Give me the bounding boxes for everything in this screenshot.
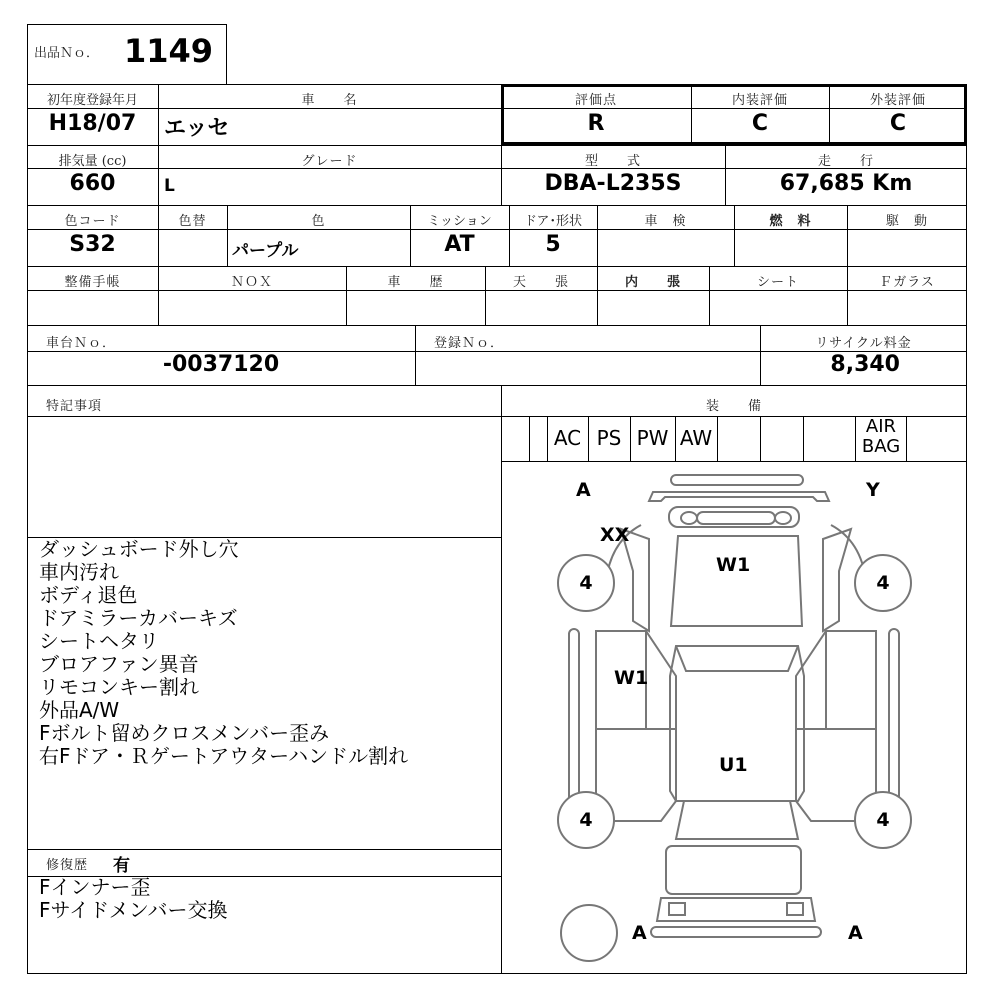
lot-label: 出品Ｎｏ． [34, 46, 100, 61]
nox-label: ＮＯＸ [230, 275, 273, 290]
tire-front-left: 4 [579, 572, 593, 594]
vehicle-history-label: 車 歴 [387, 275, 444, 290]
exterior-value: C [889, 111, 907, 136]
door-value: 5 [545, 232, 561, 257]
inspection-label: 車 検 [644, 214, 687, 229]
color-code-value: S32 [69, 232, 116, 257]
color-label: 色 [311, 214, 326, 229]
mileage-value: 67,685 Km [779, 171, 913, 196]
equip-aw: AW [679, 426, 713, 450]
note-line: 右Fドア・Ｒゲートアウターハンドル割れ [39, 744, 409, 768]
car-name-label: 車 名 [301, 93, 358, 108]
repair-list [39, 876, 228, 922]
equip-ps: PS [596, 426, 622, 450]
note-line: 車内汚れ [39, 560, 119, 584]
mark-left-glass: W1 [614, 667, 649, 689]
note-line: ドアミラーカバーキズ [39, 606, 238, 630]
door-label: ドア･形状 [523, 214, 583, 229]
chassis-label: 車台Ｎｏ． [46, 336, 117, 351]
color-change-label: 色替 [178, 214, 207, 229]
mission-value: AT [444, 232, 475, 257]
grade-label: グレード [301, 154, 358, 169]
car-diagram [501, 461, 967, 974]
interior-trim-label: 内 張 [624, 275, 681, 290]
lot-number: 1149 [124, 32, 214, 70]
model-value: DBA-L235S [544, 171, 682, 196]
note-line: Fボルト留めクロスメンバー歪み [39, 721, 330, 745]
tire-front-right: 4 [876, 572, 890, 594]
mark-rear-right: A [848, 922, 863, 944]
year-label: 初年度登録年月 [46, 93, 138, 108]
registration-label: 登録Ｎｏ． [434, 336, 505, 351]
seat-label: シート [756, 275, 799, 290]
equip-airbag: AIR BAG [861, 416, 901, 457]
equip-ac: AC [553, 426, 582, 450]
note-line: リモコンキー割れ [39, 675, 199, 699]
tire-rear-left: 4 [579, 809, 593, 831]
cc-value: 660 [69, 171, 116, 196]
model-label: 型 式 [584, 154, 641, 169]
recycle-fee-label: リサイクル料金 [815, 336, 912, 351]
note-line: シートヘタリ [39, 629, 159, 653]
color-code-label: 色コード [64, 214, 121, 229]
first-registration-value: H18/07 [48, 111, 137, 136]
roof-lining-label: 天 張 [512, 275, 569, 290]
note-line: ダッシュボード外し穴 [39, 537, 239, 561]
notes-label: 特記事項 [46, 399, 103, 414]
mission-label: ミッション [427, 214, 492, 229]
repair-history-value: 有 [113, 856, 130, 876]
equipment-label: 装 備 [705, 399, 762, 414]
notes-list [39, 538, 408, 768]
mark-front-right: Y [866, 479, 880, 501]
recycle-fee-value: 8,340 [830, 352, 900, 377]
mark-rear-left: A [632, 922, 647, 944]
interior-label: 内装評価 [731, 93, 788, 108]
note-line: ブロアファン異音 [39, 652, 199, 676]
front-glass-label: Ｆガラス [879, 275, 935, 290]
mark-roof: U1 [719, 754, 748, 776]
grade-value: L [164, 176, 175, 196]
car-name-value: エッセ [164, 116, 230, 141]
repair-history-label: 修復歴 [46, 858, 89, 873]
note-line: 外品A/W [39, 698, 120, 722]
cc-label: 排気量 (cc) [58, 154, 127, 169]
mileage-label: 走 行 [817, 154, 874, 169]
repair-line: Fインナー歪 [39, 875, 151, 899]
service-book-label: 整備手帳 [64, 275, 121, 290]
drive-label: 駆 動 [885, 214, 928, 229]
score-label: 評価点 [574, 93, 617, 108]
mark-front-left: A [576, 479, 591, 501]
score-value: R [587, 111, 605, 136]
exterior-label: 外装評価 [869, 93, 926, 108]
mark-front-panel: XX [600, 524, 630, 546]
repair-line: Fサイドメンバー交換 [39, 898, 228, 922]
equip-pw: PW [636, 426, 669, 450]
note-line: ボディ退色 [39, 583, 138, 607]
fuel-label: 燃 料 [769, 214, 812, 229]
color-value: パープル [232, 241, 299, 261]
tire-rear-right: 4 [876, 809, 890, 831]
chassis-value: -0037120 [162, 352, 280, 377]
interior-value: C [751, 111, 769, 136]
mark-windshield: W1 [716, 554, 751, 576]
